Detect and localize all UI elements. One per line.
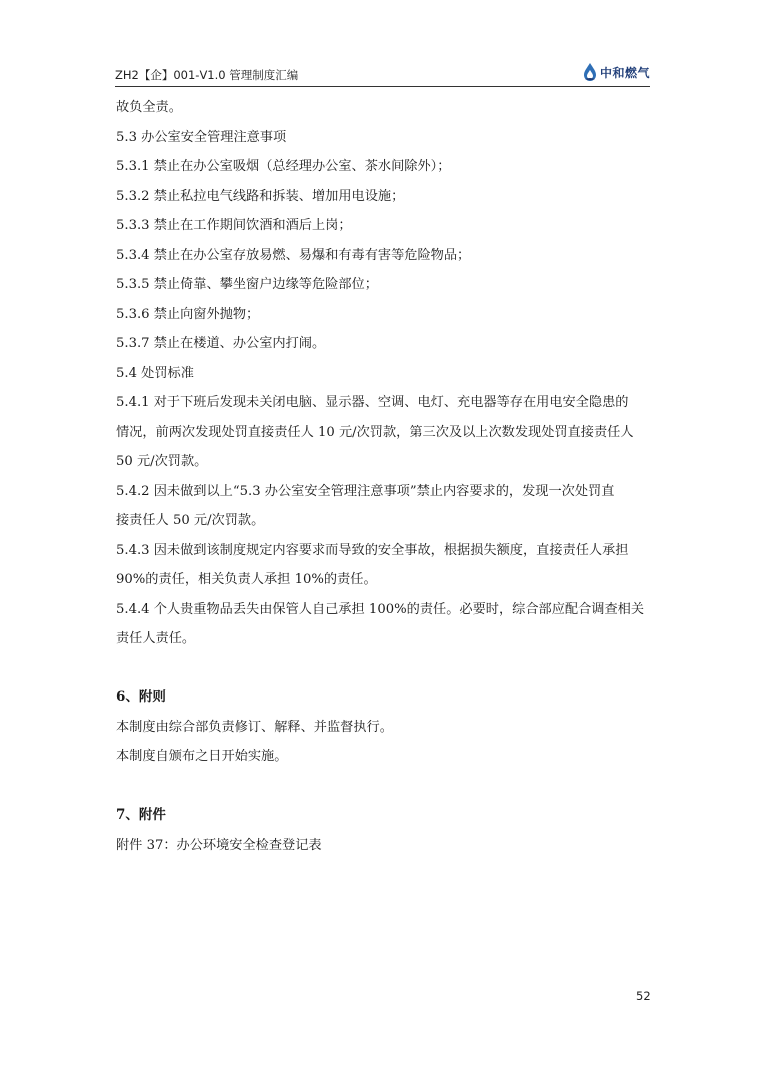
clause-5-4-2-line2: 接责任人 50 元/次罚款。 bbox=[116, 513, 265, 528]
section-heading-5-3: 5.3 办公室安全管理注意事项 bbox=[116, 129, 287, 145]
clause-5-3-7: 5.3.7 禁止在楼道、办公室内打闹。 bbox=[116, 336, 326, 351]
clause-5-3-6: 5.3.6 禁止向窗外抛物； bbox=[116, 306, 260, 322]
clause-5-4-1-line1: 5.4.1 对于下班后发现未关闭电脑、显示器、空调、电灯、充电器等存在用电安全隐患的 bbox=[116, 395, 629, 410]
clause-5-4-1-line3: 50 元/次罚款。 bbox=[116, 454, 208, 469]
header-title: ZH2【企】001-V1.0 管理制度汇编 bbox=[115, 68, 299, 82]
clause-5-4-4-line2: 责任人责任。 bbox=[116, 631, 196, 646]
company-logo bbox=[582, 61, 650, 83]
clause-5-4-2-line1: 5.4.2 因未做到以上“5.3 办公室安全管理注意事项”禁止内容要求的，发现一次处罚直 bbox=[116, 483, 615, 499]
clause-5-4-4-line1: 5.4.4 个人贵重物品丢失由保管人自己承担 100%的责任。必要时，综合部应配合调查相关 bbox=[116, 601, 645, 617]
clause-5-3-2: 5.3.2 禁止私拉电气线路和拆装、增加用电设施； bbox=[116, 188, 405, 204]
clause-5-3-5: 5.3.5 禁止倚靠、攀坐窗户边缘等危险部位； bbox=[116, 277, 378, 292]
clause-5-4-3-line2: 90%的责任，相关负责人承担 10%的责任。 bbox=[116, 572, 377, 587]
flame-drop-icon bbox=[582, 62, 598, 82]
section-heading-6: 6、附则 bbox=[116, 689, 166, 705]
clause-5-4-3-line1: 5.4.3 因未做到该制度规定内容要求而导致的安全事故，根据损失额度，直接责任人承担 bbox=[116, 542, 629, 558]
spacer bbox=[116, 772, 656, 802]
clause-5-3-4: 5.3.4 禁止在办公室存放易燃、易爆和有毒有害等危险物品； bbox=[116, 247, 471, 263]
section-6-line2: 本制度自颁布之日开始实施。 bbox=[116, 749, 288, 764]
section-6-line1: 本制度由综合部负责修订、解释、并监督执行。 bbox=[116, 719, 393, 735]
spacer bbox=[116, 654, 656, 684]
clause-5-3-1: 5.3.1 禁止在办公室吸烟（总经理办公室、茶水间除外）； bbox=[116, 159, 451, 174]
page-number: 52 bbox=[636, 989, 651, 1003]
section-7-line1: 附件 37：办公环境安全检查登记表 bbox=[116, 837, 322, 853]
document-body bbox=[116, 93, 656, 860]
clause-5-3-3: 5.3.3 禁止在工作期间饮酒和酒后上岗； bbox=[116, 218, 352, 233]
clause-5-4-1-line2: 情况，前两次发现处罚直接责任人 10 元/次罚款，第三次及以上次数发现处罚直接责任人 bbox=[116, 424, 634, 440]
section-heading-5-4: 5.4 处罚标准 bbox=[116, 365, 194, 381]
page-header bbox=[115, 60, 650, 87]
section-heading-7: 7、附件 bbox=[116, 807, 166, 823]
logo-text: 中和燃气 bbox=[599, 65, 650, 80]
paragraph: 故负全责。 bbox=[116, 100, 182, 115]
